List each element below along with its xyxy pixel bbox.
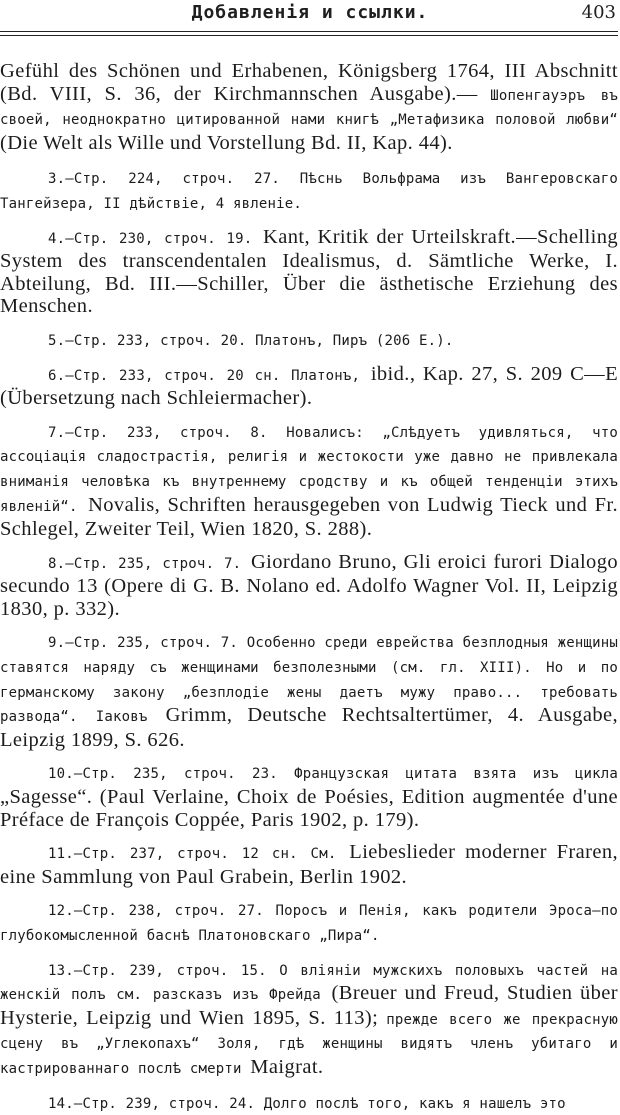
latin-text: Giordano Bruno, Gli eroici furori Dialogo secundo 13 (Opere di G. B. Nolano ed. Adolfo Wagner Vol. II, Leipzig 1830, p. 332). (0, 550, 618, 620)
russian-text: 12.—Стр. 238, строч. 27. Поросъ и Пенія, какъ родители Эроса—по глубокомысленной баснѣ Платоновскаго „Пира“. (0, 903, 618, 944)
russian-text: 6.—Стр. 233, строч. 20 сн. Платонъ, (48, 367, 371, 384)
latin-text: Grimm, Deutsche Rechtsaltertümer, 4. Ausgabe, Leipzig 1899, S. 626. (0, 704, 618, 751)
header-title: Добавленія и ссылки. (191, 2, 429, 23)
note-9 (0, 630, 618, 751)
note-12 (0, 898, 618, 947)
latin-text: Gefühl des Schönen und Erhabenen, Königsberg 1764, III Abschnitt (Bd. VIII, S. 36, der Kirchmannschen Ausgabe).— (0, 60, 618, 105)
russian-text: 9.—Стр. 235, строч. 7. Особенно среди еврейства безплодныя женщины ставятся наряду съ женщинами безполезными (см. гл. XIII). Но и по германскому закону „безплодіе жены даетъ мужу право... требовать развода“. Іаковъ (0, 635, 618, 726)
latin-text: (Breuer und Freud, Studien über Hysterie, Leipzig und Wien 1895, S. 113); (0, 982, 618, 1029)
page-number: 403 (581, 2, 616, 23)
latin-text: Novalis, Schriften herausgegeben von Ludwig Tieck und Fr. Schlegel, Zweiter Teil, Wien 1820, S. 288). (0, 493, 618, 541)
russian-text: 4.—Стр. 230, строч. 19. (48, 230, 264, 247)
russian-text: 10.—Стр. 235, строч. 23. Французская цитата взята изъ цикла (48, 766, 618, 783)
note-11 (0, 841, 618, 888)
note-8 (0, 551, 618, 621)
russian-text: 7.—Стр. 233, строч. 8. Новалисъ: „Слѣдуетъ удивляться, что ассоціація сладострастія, религія и жестокости уже давно не привлекала вниманія человѣка къ внутреннему сродству и къ общей тенденціи этихъ явленій“. (0, 424, 618, 515)
russian-text: 3.—Стр. 224, строч. 27. Пѣснь Вольфрама изъ Вангеровскаго Тангейзера, II дѣйствіе, 4 явленіе. (0, 171, 618, 212)
russian-text: 8.—Стр. 235, строч. 7. (48, 555, 251, 572)
note-10 (0, 761, 618, 831)
note-13 (0, 958, 618, 1081)
latin-text: (Die Welt als Wille und Vorstellung Bd. II, Kap. 44). (0, 131, 453, 154)
note-3 (0, 166, 618, 215)
note-continuation (0, 60, 618, 154)
latin-text: Liebeslieder moderner Fraren, eine Sammlung von Paul Grabein, Berlin 1902. (0, 841, 618, 888)
russian-text: прежде всего же прекрасную сцену въ „Углекопахъ“ Золя, гдѣ женщины видятъ членъ убитаго и кастрированнаго послѣ смерти (0, 1011, 618, 1077)
russian-text: 5.—Стр. 233, строч. 20. Платонъ, Пиръ (206 Е.). (48, 332, 454, 349)
header-rule-bottom (0, 35, 618, 36)
russian-text: Шопенгауэръ въ своей, неоднократно цитированной нами книгѣ „Метафизика половой любви“ (0, 87, 618, 129)
note-14 (0, 1091, 618, 1115)
russian-text: 13.—Стр. 239, строч. 15. О вліяніи мужскихъ половыхъ частей на женскій полъ см. разсказъ изъ Фрейда (0, 962, 618, 1004)
note-5 (0, 328, 618, 353)
note-7 (0, 420, 618, 541)
latin-text: ibid., Kap. 27, S. 209 C—E (Übersetzung nach Schleiermacher). (0, 362, 618, 410)
latin-text: Kant, Kritik der Urteilskraft.—Schelling System des transcendentalen Idealismus, d. Sämtliche Werke, I. Abteilung, Bd. III.—Schiller, Über die ästhetische Erziehung des Menschen. (0, 225, 619, 318)
russian-text: 11.—Стр. 237, строч. 12 сн. См. (48, 846, 350, 863)
header-rule-top (0, 31, 618, 32)
latin-text: Maigrat. (250, 1055, 324, 1078)
latin-text: „Sagesse“. (Paul Verlaine, Choix de Poésies, Edition augmentée d'une Préface de François Coppée, Paris 1902, p. 179). (0, 786, 618, 831)
running-header (0, 0, 620, 40)
note-6 (0, 363, 618, 410)
russian-text: 14.—Стр. 239, строч. 24. Долго послѣ того, какъ я нашелъ это (48, 1095, 566, 1112)
note-4 (0, 226, 618, 318)
notes-body (0, 60, 618, 1115)
